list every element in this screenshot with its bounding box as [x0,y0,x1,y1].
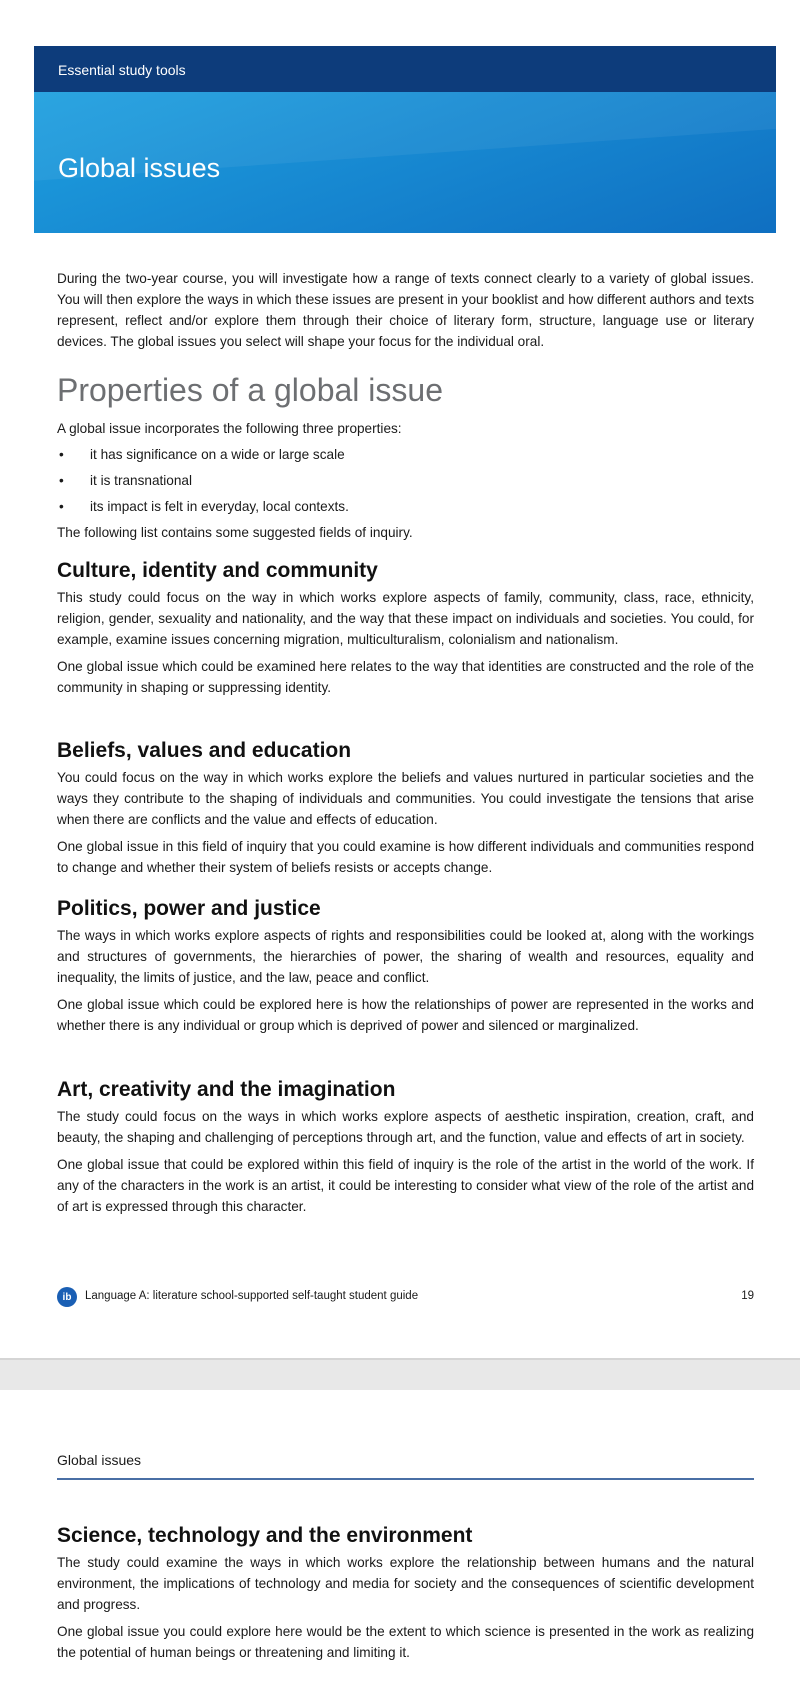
page-20 [0,1390,800,1696]
list-item: • its impact is felt in everyday, local contexts. [57,494,754,520]
list-item: • it is transnational [57,468,754,494]
header-bar [34,46,776,92]
intro-paragraph: During the two-year course, you will investigate how a range of texts connect clearly to a variety of global issues. You will then explore the ways in which these issues are present in your booklist and how different authors and texts represent, reflect and/or explore them through their choice of literary form, structure, language use or literary devices. The global issues you select will shape your focus for the individual oral. [57,271,754,349]
properties-list [57,442,754,520]
page-footer [57,1287,754,1311]
section-politics-power-justice [57,897,754,1036]
running-header: Global issues [57,1452,142,1468]
section-heading: Politics, power and justice [57,897,321,920]
properties-heading: Properties of a global issue [57,372,443,408]
section-paragraph: The study could focus on the ways in which works explore aspects of aesthetic inspiration, creation, craft, and beauty, the shaping and challenging of perceptions through art, and the function, value and effects of art in society. [57,1109,754,1145]
section-paragraph: One global issue that could be explored within this field of inquiry is the role of the artist in the world of the work. If any of the characters in the work is an artist, it could be interesting to consider what view of the role of the artist and of art is expressed through this character. [57,1157,754,1214]
properties-after: The following list contains some suggested fields of inquiry. [57,525,413,540]
section-beliefs-values-education [57,739,754,878]
section-paragraph: You could focus on the way in which works explore the beliefs and values nurtured in particular societies and the ways they contribute to the shaping of individuals and communities. You could investigate the tensions that arise when there are conflicts and the value and effects of education. [57,770,754,827]
page-title: Global issues [58,153,221,183]
section-paragraph: The ways in which works explore aspects of rights and responsibilities could be looked at, along with the workings and structures of governments, the hierarchies of power, the sharing of wealth and resources, equality and inequality, the limits of justice, and the law, peace and conflict. [57,928,754,985]
header-banner [34,92,776,233]
page-number: 19 [741,1290,754,1302]
section-paragraph: This study could focus on the way in which works explore aspects of family, community, class, race, ethnicity, religion, gender, sexuality and nationality, and the way that these impact on individuals and societies. You could, for example, examine issues concerning migration, multiculturalism, colonialism and nationalism. [57,590,754,647]
list-item: • it has significance on a wide or large scale [57,442,754,468]
properties-block [57,416,754,546]
section-paragraph: One global issue in this field of inquiry that you could examine is how different individuals and communities respond to change and whether their system of beliefs resists or accepts change. [57,839,754,875]
bullet-icon: • [59,473,64,488]
section-heading: Beliefs, values and education [57,739,352,762]
header-rule [57,1478,754,1480]
bullet-icon: • [59,499,64,514]
page-separator [0,1358,800,1390]
header-label: Essential study tools [58,62,186,78]
intro-block [57,268,754,352]
section-heading: Science, technology and the environment [57,1524,473,1547]
section-art-creativity-imagination [57,1078,754,1217]
bullet-icon: • [59,447,64,462]
section-paragraph: One global issue which could be explored here is how the relationships of power are represented in the works and whether there is any individual or group which is deprived of power and silenced or marginalized. [57,997,754,1033]
section-heading: Art, creativity and the imagination [57,1078,396,1101]
section-paragraph: One global issue you could explore here would be the extent to which science is presented in the work as realizing the potential of human beings or threatening and limiting it. [57,1624,754,1660]
section-culture-identity-community [57,559,754,698]
section-heading: Culture, identity and community [57,559,378,582]
ib-logo-icon: ib [57,1287,77,1307]
properties-lead: A global issue incorporates the following three properties: [57,421,402,436]
footer-text: Language A: literature school-supported self-taught student guide [85,1290,419,1302]
section-paragraph: The study could examine the ways in which works explore the relationship between humans and the natural environment, the implications of technology and media for society and the consequences of scientific development and progress. [57,1555,754,1612]
section-science-technology-environment [57,1524,754,1663]
section-paragraph: One global issue which could be examined here relates to the way that identities are constructed and the role of the community in shaping or suppressing identity. [57,659,754,695]
